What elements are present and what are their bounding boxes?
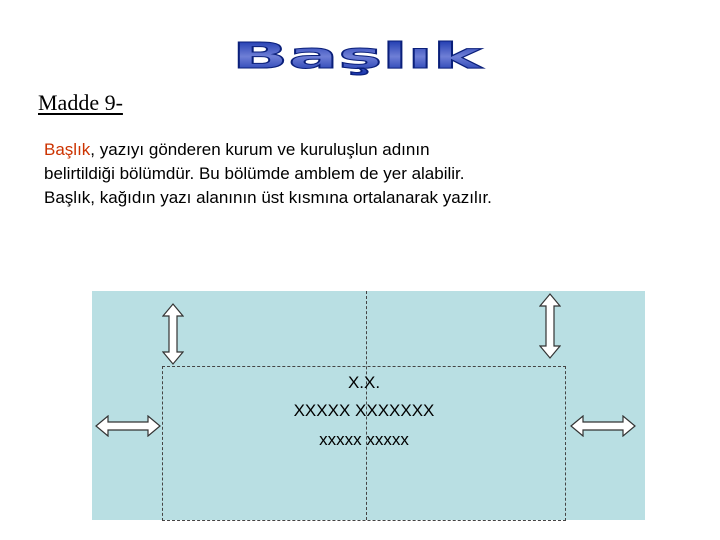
layout-diagram: [92, 291, 645, 520]
body-line-3: Başlık, kağıdın yazı alanının üst kısmına ortalanarak yazılır.: [44, 188, 492, 207]
body-lead-word: Başlık: [44, 140, 91, 159]
diagram-line-2: XXXXX XXXXXXX: [293, 401, 435, 420]
vertical-double-arrow-icon: [539, 293, 561, 359]
horizontal-double-arrow-icon: [95, 415, 161, 437]
horizontal-double-arrow-icon: [570, 415, 636, 437]
vertical-double-arrow-icon: [162, 303, 184, 365]
section-heading: Madde 9-: [38, 90, 123, 115]
body-paragraph: [44, 138, 684, 210]
heading-area-box: [162, 366, 566, 521]
title-wordart: [226, 30, 488, 80]
body-line-1-rest: , yazıyı gönderen kurum ve kuruluşlun adının: [90, 140, 430, 159]
diagram-line-3: xxxxx xxxxx: [319, 430, 409, 449]
diagram-line-1: X.X.: [347, 373, 381, 392]
body-line-1: [44, 138, 684, 162]
title-text: Başlık: [232, 36, 485, 77]
body-line-2: belirtildiği bölümdür. Bu bölümde amblem de yer alabilir.: [44, 164, 465, 183]
